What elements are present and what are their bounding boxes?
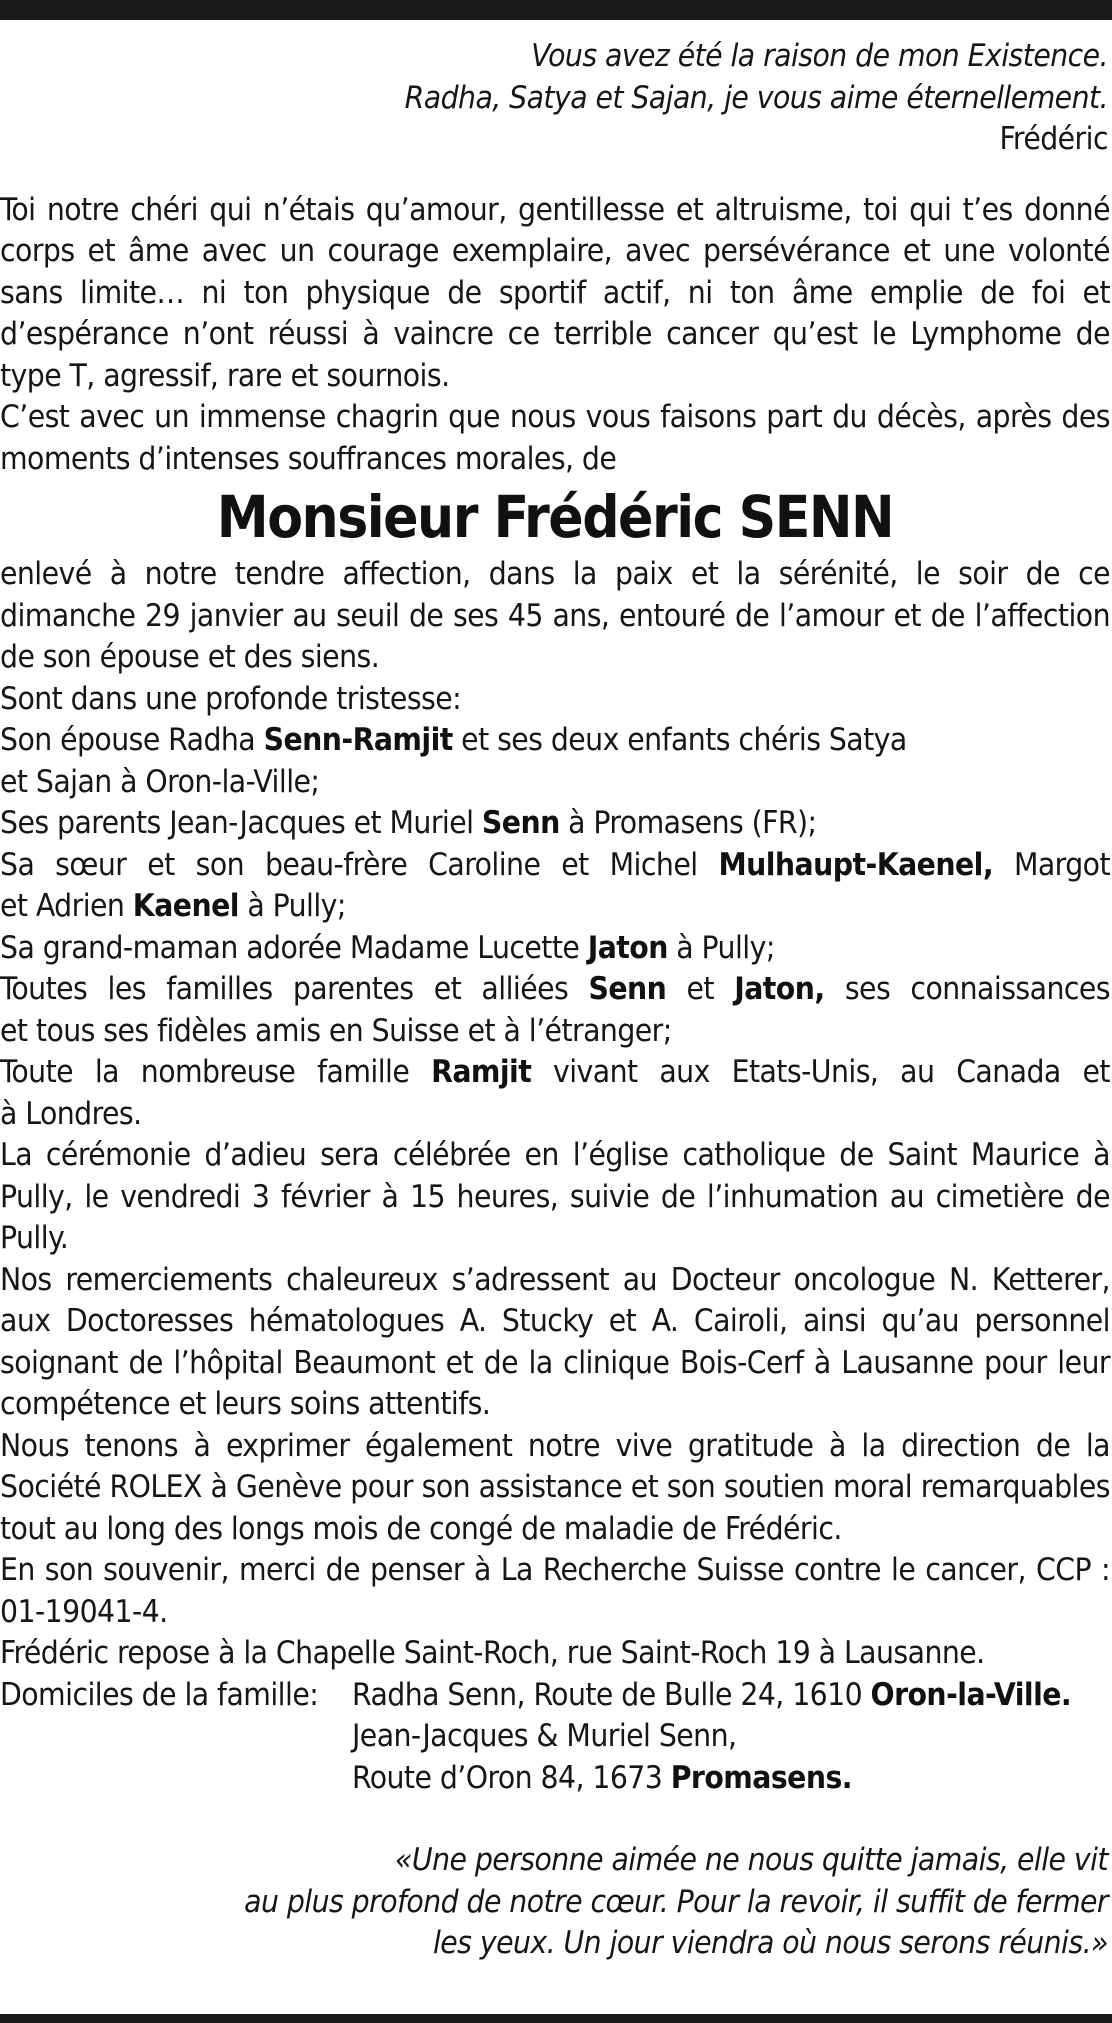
epigraph-line: Radha, Satya et Sajan, je vous aime éternellement. [404, 79, 1108, 116]
domiciles-label: Domiciles de la famille: [0, 1676, 319, 1713]
family-text: Sa sœur et son beau-frère Caroline et Michel [0, 846, 719, 883]
closing-quote [0, 1840, 1110, 1965]
family-text: Toute la nombreuse famille [0, 1054, 432, 1090]
family-surname: Senn [481, 805, 560, 841]
family-sister-cont [0, 886, 1110, 928]
family-relatives [0, 969, 1110, 1011]
address-town: Oron-la-Ville. [870, 1676, 1072, 1713]
tribute-paragraph: Toi notre chéri qui n’étais qu’amour, gentillesse et altruisme, toi qui t’es donné corps et âme avec un courage exemplaire, avec persévérance et une volonté sans limite… ni ton physique de sportif actif, ni ton âme emplie de foi et d’espérance n’ont réussi à vaincre ce terrible cancer qu’est le Lymphome de type T, agressif, rare et sournois. [0, 191, 1110, 394]
ceremony-paragraph: La cérémonie d’adieu sera célébrée en l’église catholique de Saint Maurice à Pully, le vendredi 3 février à 15 heures, suivie de l’inhumation au cimetière de Pully. [0, 1137, 1110, 1256]
bottom-border-rule [0, 2014, 1112, 2023]
closing-line: au plus profond de notre cœur. Pour la revoir, il suffit de fermer [244, 1883, 1108, 1920]
family-surname: Senn-Ramjit [263, 722, 453, 758]
family-text: à Promasens (FR); [559, 805, 817, 841]
closing-line: «Une personne aimée ne nous quitte jamais, elle vit [394, 1842, 1108, 1878]
family-text: et [666, 971, 735, 1007]
family-surname: Jaton [587, 929, 668, 966]
family-ramjit [0, 1052, 1110, 1094]
epigraph-quote [0, 36, 1110, 161]
family-text: Toutes les familles parentes et alliées [0, 971, 589, 1007]
announcement-paragraph: C’est avec un immense chagrin que nous vous faisons part du décès, après des moments d’intenses souffrances morales, de [0, 399, 1110, 477]
family-text: Sa grand-maman adorée Madame Lucette [0, 929, 588, 966]
family-text: Margot [993, 846, 1110, 883]
gratitude-paragraph: Nous tenons à exprimer également notre vive gratitude à la direction de la Société ROLEX à Genève pour son assistance et son soutien moral remarquables tout au long des longs mois de congé de maladie de Frédéric. [0, 1427, 1110, 1547]
family-surname: Kaenel [132, 888, 239, 924]
family-grandmother [0, 928, 1110, 970]
family-relatives-cont: et tous ses fidèles amis en Suisse et à l’étranger; [0, 1012, 672, 1049]
family-surname: Senn [588, 971, 667, 1007]
family-text: et ses deux enfants chéris Satya [452, 722, 907, 758]
top-border-rule [0, 0, 1112, 20]
closing-line: les yeux. Un jour viendra où nous serons réunis.» [432, 1925, 1108, 1961]
thanks-paragraph: Nos remerciements chaleureux s’adressent au Docteur oncologue N. Ketterer, aux Doctoresses hématologues A. Stucky et A. Cairoli, ainsi qu’au personnel soignant de l’hôpital Beaumont et de la clinique Bois-Cerf à Lausanne pour leur compétence et leurs soins attentifs. [0, 1261, 1110, 1422]
family-text: ses connaissances [824, 971, 1110, 1007]
repose-line: Frédéric repose à la Chapelle Saint-Roch, rue Saint-Roch 19 à Lausanne. [0, 1635, 985, 1671]
domicile-address [352, 1675, 1071, 1717]
domicile-address-2-name: Jean-Jacques & Muriel Senn, [352, 1718, 737, 1754]
family-ramjit-cont: à Londres. [0, 1095, 142, 1132]
address-text: Radha Senn, Route de Bulle 24, 1610 [352, 1676, 871, 1713]
address-text: Route d’Oron 84, 1673 [352, 1759, 671, 1796]
domicile-address-2 [0, 1758, 1110, 1800]
family-spouse [0, 720, 1110, 762]
obituary-notice [0, 36, 1110, 1965]
family-surname: Jaton, [734, 971, 825, 1007]
epigraph-signature: Frédéric [999, 121, 1108, 157]
family-text: Son épouse Radha [0, 722, 264, 758]
family-text: à Pully; [238, 888, 346, 924]
epigraph-line: Vous avez été la raison de mon Existence. [531, 38, 1108, 74]
family-surname: Mulhaupt-Kaenel, [718, 846, 994, 883]
family-spouse-cont: et Sajan à Oron-la-Ville; [0, 763, 320, 800]
family-text: et Adrien [0, 888, 133, 924]
family-intro: Sont dans une profonde tristesse: [0, 680, 462, 717]
family-surname: Ramjit [431, 1054, 532, 1090]
passing-paragraph: enlevé à notre tendre affection, dans la paix et la sérénité, le soir de ce dimanche 29 janvier au seuil de ses 45 ans, entouré de l’amour et de l’affection de son épouse et des siens. [0, 556, 1110, 675]
deceased-name: Monsieur Frédéric SENN [216, 483, 894, 551]
family-sister [0, 845, 1110, 887]
domiciles-row [0, 1675, 1110, 1717]
family-text: Ses parents Jean-Jacques et Muriel [0, 805, 482, 841]
address-town: Promasens. [670, 1759, 853, 1796]
family-text: vivant aux Etats-Unis, au Canada et [531, 1054, 1110, 1090]
donation-paragraph: En son souvenir, merci de penser à La Recherche Suisse contre le cancer, CCP : 01-19041-4. [0, 1552, 1110, 1630]
family-parents [0, 803, 1110, 845]
family-text: à Pully; [667, 929, 775, 966]
